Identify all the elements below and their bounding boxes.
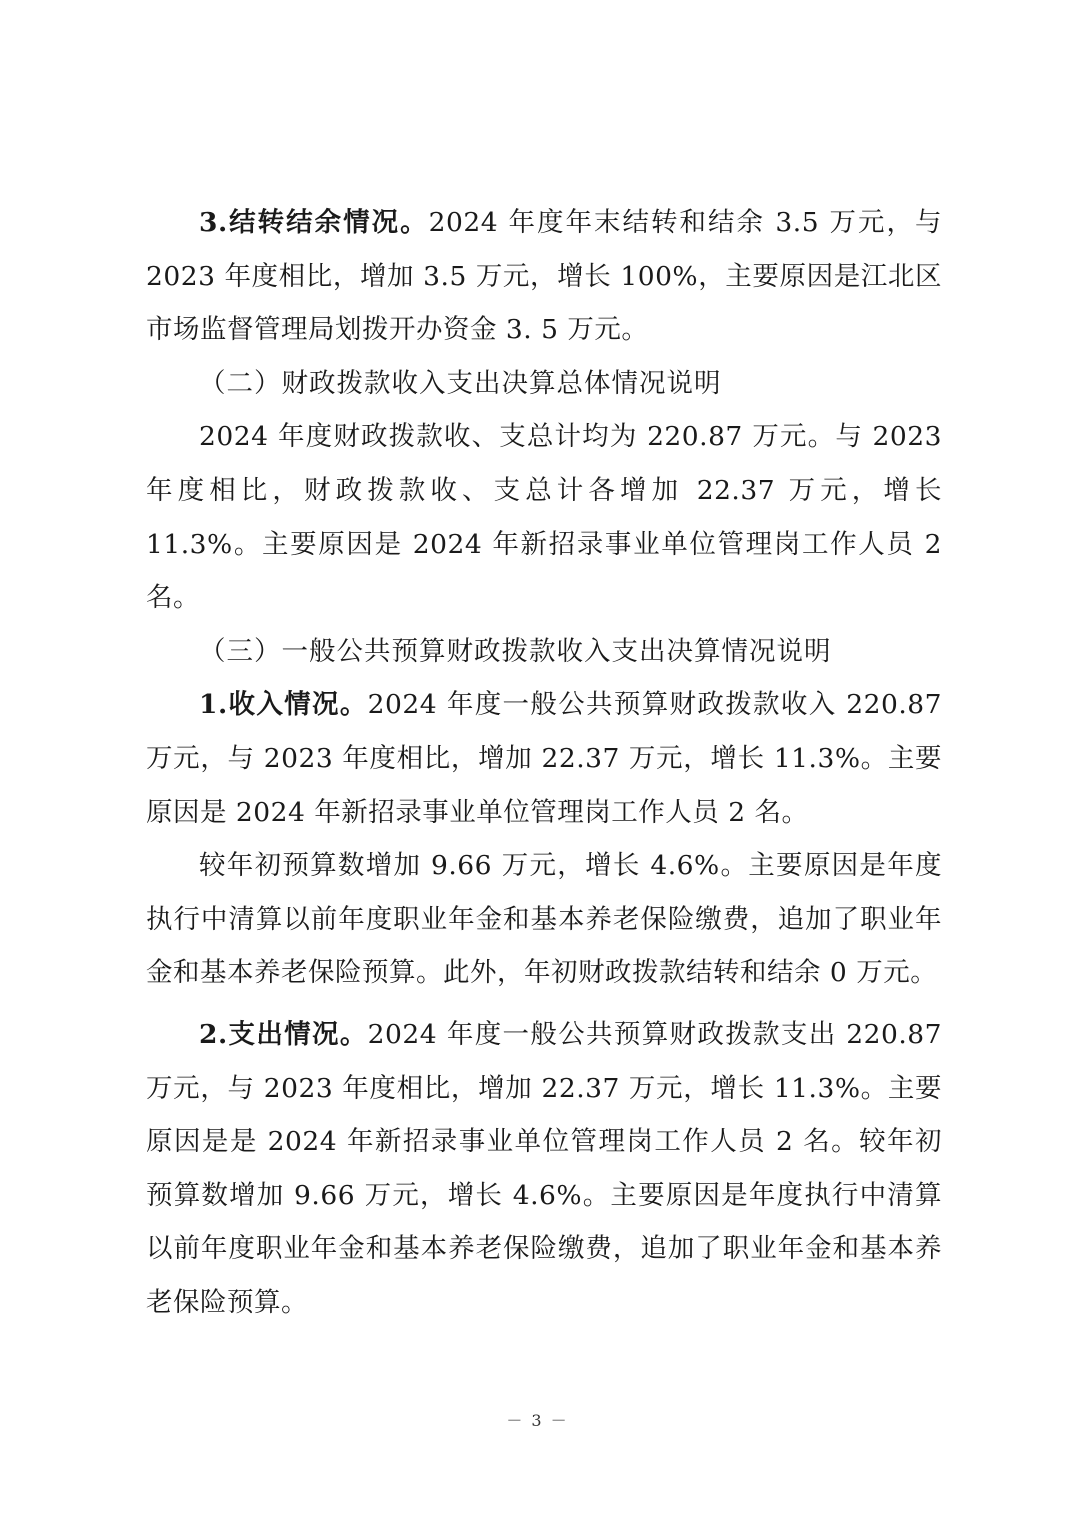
paragraph-text: 2024 年度年末结转和结余 3.5 万元，与 2023 年度相比，增加 3.5 万元，增长 100%，主要原因是江北区市场监督管理局划拨开办资金 3. 5 万元。 [146,207,942,346]
paragraph-fiscal-overview [146,410,942,624]
paragraph-carryover-balance [146,196,942,357]
document-body [146,196,942,1329]
section-heading-general-budget: （三）一般公共预算财政拨款收入支出决算情况说明 [199,635,832,667]
paragraph-text: 2024 年度一般公共预算财政拨款收入 220.87 万元，与 2023 年度相比，增加 22.37 万元，增长 11.3%。主要原因是 2024 年新招录事业单位管理岗工作人员 2 名。 [146,689,943,828]
page-number: － 3 － [506,1411,569,1430]
paragraph-lead: 2.支出情况。 [199,1018,368,1050]
paragraph-lead: 1.收入情况。 [199,689,368,721]
paragraph-text: 较年初预算数增加 9.66 万元，增长 4.6%。主要原因是年度执行中清算以前年度职业年金和基本养老保险缴费，追加了职业年金和基本养老保险预算。此外，年初财政拨款结转和结余 0 万元。 [146,850,942,989]
paragraph-text: 2024 年度一般公共预算财政拨款支出 220.87 万元，与 2023 年度相比，增加 22.37 万元，增长 11.3%。主要原因是是 2024 年新招录事业单位管理岗工作人员 2 名。较年初预算数增加 9.66 万元，增长 4.6%。主要原因是年度执行中清算以前年度职业年金和基本养老保险缴费，追加了职业年金和基本养老保险预算。 [146,1018,943,1318]
paragraph-lead: 3.结转结余情况。 [199,207,429,238]
paragraph-expenditure [146,1008,942,1330]
paragraph-income [146,678,942,839]
section-heading-fiscal-overview: （二）财政拨款收入支出决算总体情况说明 [199,367,722,399]
paragraph-text: 2024 年度财政拨款收、支总计均为 220.87 万元。与 2023 年度相比，财政拨款收、支总计各增加 22.37 万元，增长 11.3%。主要原因是 2024 年新招录事业单位管理岗工作人员 2 名。 [146,421,942,614]
paragraph-budget-increase [146,839,942,1000]
